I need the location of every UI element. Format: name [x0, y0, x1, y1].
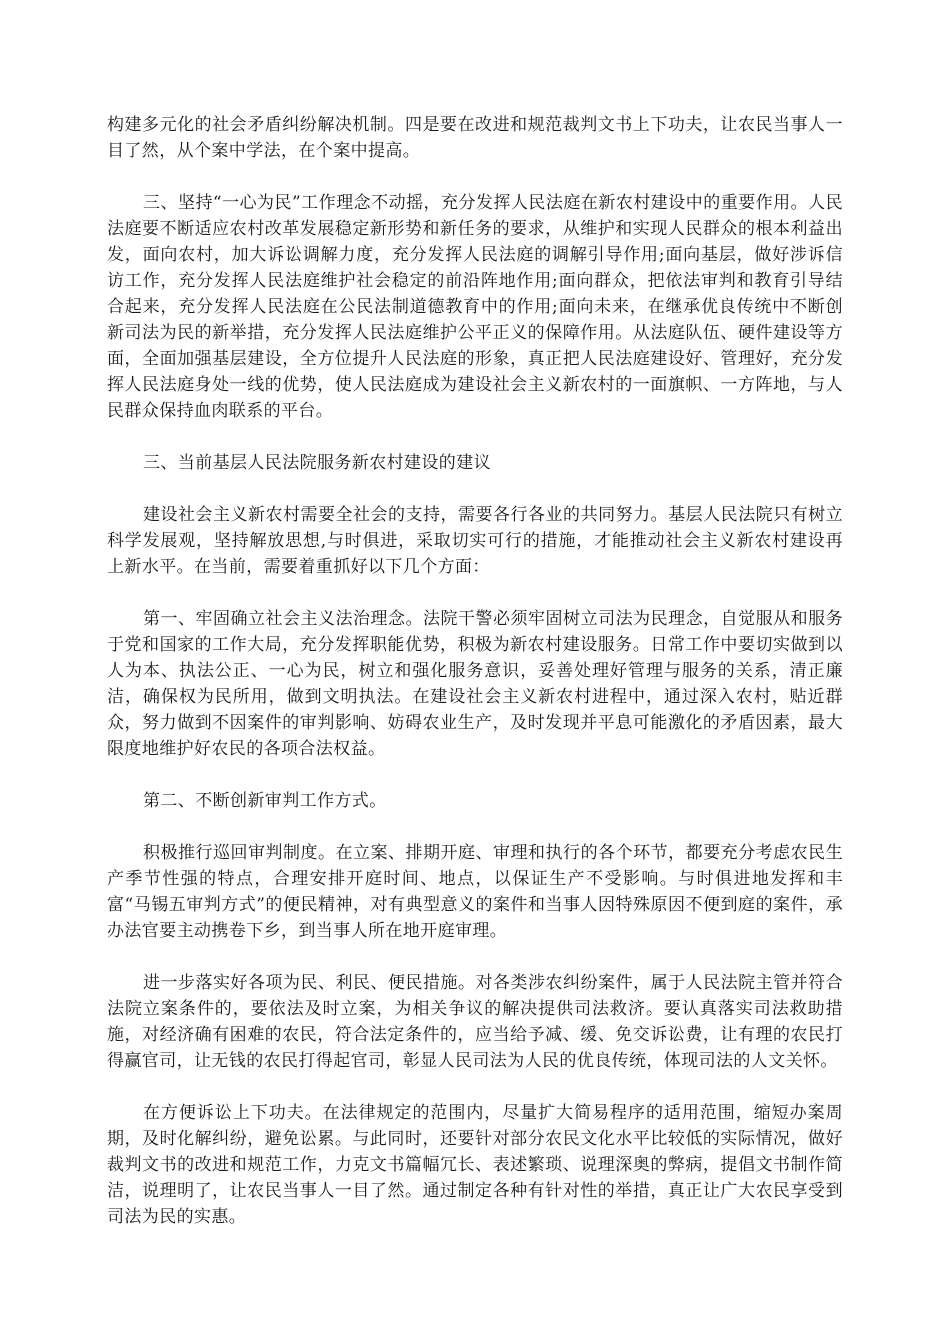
paragraph-suggestions-intro: 建设社会主义新农村需要全社会的支持，需要各行各业的共同努力。基层人民法院只有树立科学发展观，坚持解放思想,与时俱进，采取切实可行的措施，才能推动社会主义新农村建设再上新水平。在当前，需要着重抓好以下几个方面： [107, 505, 843, 577]
section-heading-suggestions: 三、当前基层人民法院服务新农村建设的建议 [143, 453, 491, 473]
paragraph-litigation-convenience: 在方便诉讼上下功夫。在法律规定的范围内，尽量扩大简易程序的适用范围，缩短办案周期，及时化解纠纷，避免讼累。与此同时，还要针对部分农民文化水平比较低的实际情况，做好裁判文书的改进和规范工作，力克文书篇幅冗长、表述繁琐、说理深奥的弊病，提倡文书制作简洁，说理明了，让农民当事人一目了然。通过制定各种有针对性的举措，真正让广大农民享受到司法为民的实惠。 [107, 1103, 843, 1227]
paragraph-continuation: 构建多元化的社会矛盾纠纷解决机制。四是要在改进和规范裁判文书上下功夫，让农民当事人一目了然，从个案中学法，在个案中提高。 [107, 115, 843, 161]
paragraph-convenience-measures: 进一步落实好各项为民、利民、便民措施。对各类涉农纠纷案件，属于人民法院主管并符合法院立案条件的，要依法及时立案，为相关争议的解决提供司法救济。要认真落实司法救助措施，对经济确有困难的农民，符合法定条件的，应当给予减、缓、免交诉讼费，让有理的农民打得赢官司，让无钱的农民打得起官司，彰显人民司法为人民的优良传统，体现司法的人文关怀。 [107, 973, 843, 1071]
paragraph-section-three-people-first: 三、坚持“一心为民”工作理念不动摇，充分发挥人民法庭在新农村建设中的重要作用。人民法庭要不断适应农村改革发展稳定新形势和新任务的要求，从维护和实现人民群众的根本利益出发，面向农村，加大诉讼调解力度，充分发挥人民法庭的调解引导作用;面向基层，做好涉诉信访工作，充分发挥人民法庭维护社会稳定的前沿阵地作用;面向群众，把依法审判和教育引导结合起来，充分发挥人民法庭在公民法制道德教育中的作用;面向未来，在继承优良传统中不断创新司法为民的新举措，充分发挥人民法庭维护公平正义的保障作用。从法庭队伍、硬件建设等方面，全面加强基层建设，全方位提升人民法庭的形象，真正把人民法庭建设好、管理好，充分发挥人民法庭身处一线的优势，使人民法庭成为建设社会主义新农村的一面旗帜、一方阵地，与人民群众保持血肉联系的平台。 [107, 193, 843, 421]
document-body [107, 112, 843, 1256]
paragraph-circuit-trial: 积极推行巡回审判制度。在立案、排期开庭、审理和执行的各个环节，都要充分考虑农民生产季节性强的特点，合理安排开庭时间、地点，以保证生产不受影响。与时俱进地发挥和丰富“马锡五审判方式”的便民精神，对有典型意义的案件和当事人因特殊原因不便到庭的案件，承办法官要主动携卷下乡，到当事人所在地开庭审理。 [107, 843, 843, 941]
subheading-point-two: 第二、不断创新审判工作方式。 [143, 791, 387, 811]
paragraph-point-one-rule-of-law: 第一、牢固确立社会主义法治理念。法院干警必须牢固树立司法为民理念，自觉服从和服务于党和国家的工作大局，充分发挥职能优势，积极为新农村建设服务。日常工作中要切实做到以人为本、执法公正、一心为民，树立和强化服务意识，妥善处理好管理与服务的关系，清正廉洁，确保权为民所用，做到文明执法。在建设社会主义新农村进程中，通过深入农村，贴近群众，努力做到不因案件的审判影响、妨碍农业生产，及时发现并平息可能激化的矛盾因素，最大限度地维护好农民的各项合法权益。 [107, 609, 843, 759]
